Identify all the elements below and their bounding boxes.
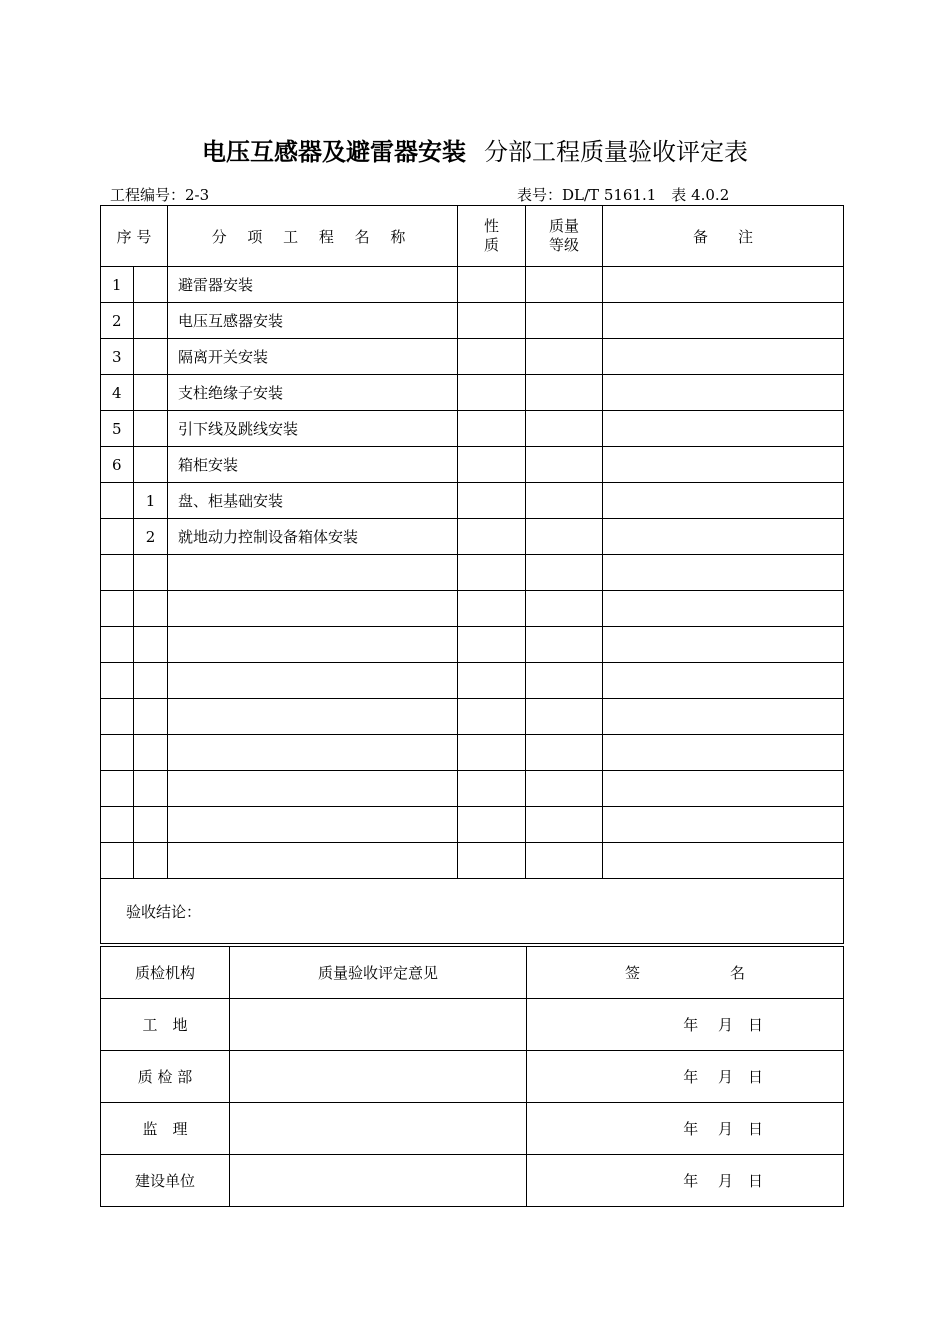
row-number: 1 (101, 267, 134, 303)
review-header-opinion: 质量验收评定意见 (230, 947, 527, 999)
row-sub-number (134, 591, 168, 627)
row-grade (526, 375, 603, 411)
row-nature (458, 627, 526, 663)
review-org: 质 检 部 (101, 1051, 230, 1103)
row-remarks (603, 447, 844, 483)
row-item-name: 电压互感器安装 (168, 303, 458, 339)
review-header-org: 质检机构 (101, 947, 230, 999)
row-number (101, 699, 134, 735)
row-number (101, 735, 134, 771)
row-grade (526, 735, 603, 771)
row-sub-number (134, 267, 168, 303)
row-number (101, 519, 134, 555)
table-row (101, 483, 844, 519)
table-row (101, 591, 844, 627)
row-remarks (603, 627, 844, 663)
review-row (101, 1103, 844, 1155)
page-title (0, 135, 950, 169)
row-remarks (603, 411, 844, 447)
row-remarks (603, 591, 844, 627)
row-grade (526, 519, 603, 555)
row-sub-number (134, 771, 168, 807)
row-grade (526, 699, 603, 735)
table-header-row (101, 206, 844, 267)
row-item-name (168, 591, 458, 627)
review-opinion (230, 1051, 527, 1103)
row-item-name (168, 807, 458, 843)
row-sub-number (134, 807, 168, 843)
row-sub-number: 2 (134, 519, 168, 555)
row-remarks (603, 555, 844, 591)
row-item-name: 就地动力控制设备箱体安装 (168, 519, 458, 555)
row-sub-number (134, 699, 168, 735)
row-item-name: 盘、柜基础安装 (168, 483, 458, 519)
row-nature (458, 591, 526, 627)
row-item-name (168, 555, 458, 591)
row-grade (526, 483, 603, 519)
row-sub-number (134, 339, 168, 375)
table-row (101, 735, 844, 771)
row-nature (458, 267, 526, 303)
row-item-name: 隔离开关安装 (168, 339, 458, 375)
conclusion-label: 验收结论： (101, 879, 844, 944)
form-number: 表号：DL/T 5161.1 表 4.0.2 (517, 186, 730, 204)
row-item-name (168, 771, 458, 807)
review-org: 监 理 (101, 1103, 230, 1155)
row-nature (458, 339, 526, 375)
row-grade (526, 663, 603, 699)
row-sub-number (134, 447, 168, 483)
project-number: 工程编号：2-3 (110, 186, 210, 204)
row-number (101, 843, 134, 879)
row-item-name: 避雷器安装 (168, 267, 458, 303)
table-row (101, 627, 844, 663)
row-number: 3 (101, 339, 134, 375)
review-sign-date: 年 月 日 (527, 1155, 844, 1207)
row-grade (526, 807, 603, 843)
header-item-name: 分 项 工 程 名 称 (168, 206, 458, 267)
review-sign-date: 年 月 日 (527, 1103, 844, 1155)
row-nature (458, 735, 526, 771)
table-row (101, 267, 844, 303)
row-nature (458, 303, 526, 339)
row-nature (458, 411, 526, 447)
row-sub-number (134, 735, 168, 771)
row-grade (526, 411, 603, 447)
row-grade (526, 267, 603, 303)
row-grade (526, 771, 603, 807)
header-remarks: 备 注 (603, 206, 844, 267)
review-sign-date: 年 月 日 (527, 999, 844, 1051)
row-number (101, 555, 134, 591)
row-sub-number (134, 627, 168, 663)
row-sub-number (134, 555, 168, 591)
row-remarks (603, 807, 844, 843)
row-number: 5 (101, 411, 134, 447)
review-row (101, 1155, 844, 1207)
row-grade (526, 303, 603, 339)
table-row (101, 375, 844, 411)
title-bold-part: 电压互感器及避雷器安装 (202, 137, 466, 166)
table-row (101, 771, 844, 807)
row-item-name (168, 843, 458, 879)
row-item-name (168, 735, 458, 771)
header-grade-line2: 等级 (548, 236, 579, 254)
table-row (101, 807, 844, 843)
row-remarks (603, 843, 844, 879)
row-remarks (603, 267, 844, 303)
review-sign-date: 年 月 日 (527, 1051, 844, 1103)
header-grade-line1: 质量 (548, 217, 579, 235)
conclusion-row (101, 879, 844, 944)
row-remarks (603, 303, 844, 339)
row-nature (458, 447, 526, 483)
row-item-name: 支柱绝缘子安装 (168, 375, 458, 411)
row-nature (458, 483, 526, 519)
review-header-row (101, 947, 844, 999)
row-nature (458, 375, 526, 411)
review-org: 工 地 (101, 999, 230, 1051)
title-normal-part: 分部工程质量验收评定表 (484, 138, 748, 166)
row-number (101, 483, 134, 519)
row-sub-number (134, 375, 168, 411)
row-grade (526, 555, 603, 591)
row-item-name (168, 663, 458, 699)
row-number (101, 591, 134, 627)
row-nature (458, 663, 526, 699)
table-row (101, 411, 844, 447)
row-remarks (603, 663, 844, 699)
row-nature (458, 555, 526, 591)
row-item-name (168, 699, 458, 735)
review-org: 建设单位 (101, 1155, 230, 1207)
row-remarks (603, 771, 844, 807)
row-nature (458, 807, 526, 843)
row-number (101, 807, 134, 843)
table-row (101, 303, 844, 339)
review-table (100, 946, 844, 1207)
row-number: 6 (101, 447, 134, 483)
row-sub-number (134, 411, 168, 447)
items-table (100, 205, 844, 944)
row-sub-number (134, 303, 168, 339)
header-nature (458, 206, 526, 267)
table-row (101, 555, 844, 591)
table-row (101, 447, 844, 483)
row-sub-number (134, 663, 168, 699)
row-grade (526, 339, 603, 375)
row-remarks (603, 519, 844, 555)
table-row (101, 843, 844, 879)
row-remarks (603, 339, 844, 375)
row-remarks (603, 483, 844, 519)
row-number: 2 (101, 303, 134, 339)
row-number (101, 663, 134, 699)
table-row (101, 699, 844, 735)
header-seq: 序 号 (101, 206, 168, 267)
row-sub-number: 1 (134, 483, 168, 519)
row-grade (526, 591, 603, 627)
row-remarks (603, 699, 844, 735)
row-sub-number (134, 843, 168, 879)
row-nature (458, 519, 526, 555)
header-grade (526, 206, 603, 267)
row-nature (458, 843, 526, 879)
header-nature-line2: 质 (483, 236, 499, 254)
row-number (101, 771, 134, 807)
row-number (101, 627, 134, 663)
review-row (101, 999, 844, 1051)
row-grade (526, 627, 603, 663)
row-grade (526, 843, 603, 879)
row-grade (526, 447, 603, 483)
row-remarks (603, 735, 844, 771)
review-header-sign: 签 名 (527, 947, 844, 999)
table-row (101, 663, 844, 699)
review-opinion (230, 999, 527, 1051)
row-remarks (603, 375, 844, 411)
row-item-name (168, 627, 458, 663)
table-row (101, 519, 844, 555)
row-nature (458, 771, 526, 807)
row-nature (458, 699, 526, 735)
row-item-name: 引下线及跳线安装 (168, 411, 458, 447)
table-row (101, 339, 844, 375)
review-opinion (230, 1103, 527, 1155)
row-number: 4 (101, 375, 134, 411)
row-item-name: 箱柜安装 (168, 447, 458, 483)
review-opinion (230, 1155, 527, 1207)
review-row (101, 1051, 844, 1103)
header-nature-line1: 性 (483, 217, 499, 235)
